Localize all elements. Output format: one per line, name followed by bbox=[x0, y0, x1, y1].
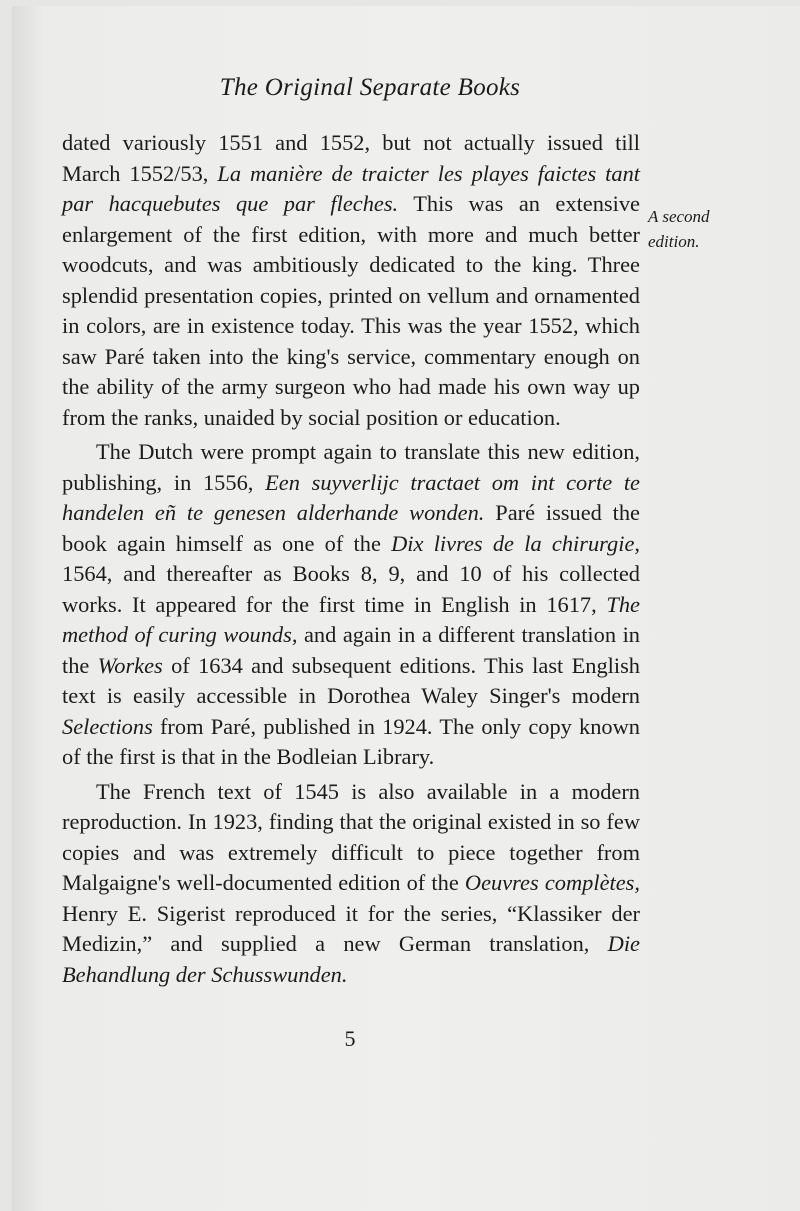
italic-title: Workes bbox=[97, 652, 163, 678]
italic-title: Selections bbox=[62, 713, 153, 739]
paragraph bbox=[62, 128, 640, 433]
text-run: Paré issued the book again himself as one of the bbox=[62, 500, 640, 556]
text-run: of 1634 and subsequent editions. This last English text is easily accessible in Dorothea Waley Singer's modern bbox=[62, 652, 640, 708]
text-run: and again in a different translation in the bbox=[62, 622, 640, 678]
text-run: Henry E. Sigerist reproduced it for the series, “Klassiker der Medizin,” and supplied a new German translation, bbox=[62, 900, 640, 956]
text-run: dated variously 1551 and 1552, but not actually issued till March 1552/53, bbox=[62, 130, 640, 186]
paragraph bbox=[62, 437, 640, 773]
paragraph bbox=[62, 777, 640, 991]
text-run: The French text of 1545 is also available in a modern reproduction. In 1923, finding that the original existed in so few copies and was extremely difficult to piece together from Malgaigne's well-documented edition of the bbox=[62, 778, 640, 895]
italic-title: Die Behandlung der Schusswunden. bbox=[62, 931, 640, 987]
text-run: The Dutch were prompt again to translate this new edition, publishing, in 1556, bbox=[62, 439, 640, 495]
italic-title: The method of curing wounds, bbox=[62, 591, 640, 647]
italic-title: Een suyverlijc tractaet om int corte te handelen eñ te genesen alderhande wonden. bbox=[62, 469, 640, 525]
marginal-note-line: edition. bbox=[648, 232, 700, 251]
italic-title: La manière de traicter les playes faictes tant par hacquebutes que par fleches. bbox=[62, 160, 640, 216]
marginal-note-line: A second bbox=[648, 207, 710, 226]
text-run: 1564, and thereafter as Books 8, 9, and 10 of his collected works. It appeared for the first time in English in 1617, bbox=[62, 561, 640, 617]
running-head: The Original Separate Books bbox=[219, 74, 521, 101]
text-run: from Paré, published in 1924. The only copy known of the first is that in the Bodleian Library. bbox=[62, 713, 640, 769]
page-number: 5 bbox=[344, 1026, 356, 1051]
marginal-note bbox=[648, 204, 768, 254]
italic-title: Dix livres de la chirurgie, bbox=[391, 530, 640, 556]
text-run: This was an extensive enlargement of the first edition, with more and much better woodcuts, and was ambitiously dedicated to the king. Three splendid presentation copies, printed on vellum and ornamented in colors, are in existence today. This was the year 1552, which saw Paré taken into the king's service, commentary enough on the ability of the army surgeon who had made his own way up from the ranks, unaided by social position or education. bbox=[62, 191, 640, 430]
italic-title: Oeuvres complètes, bbox=[464, 870, 640, 895]
body-text bbox=[62, 128, 640, 990]
